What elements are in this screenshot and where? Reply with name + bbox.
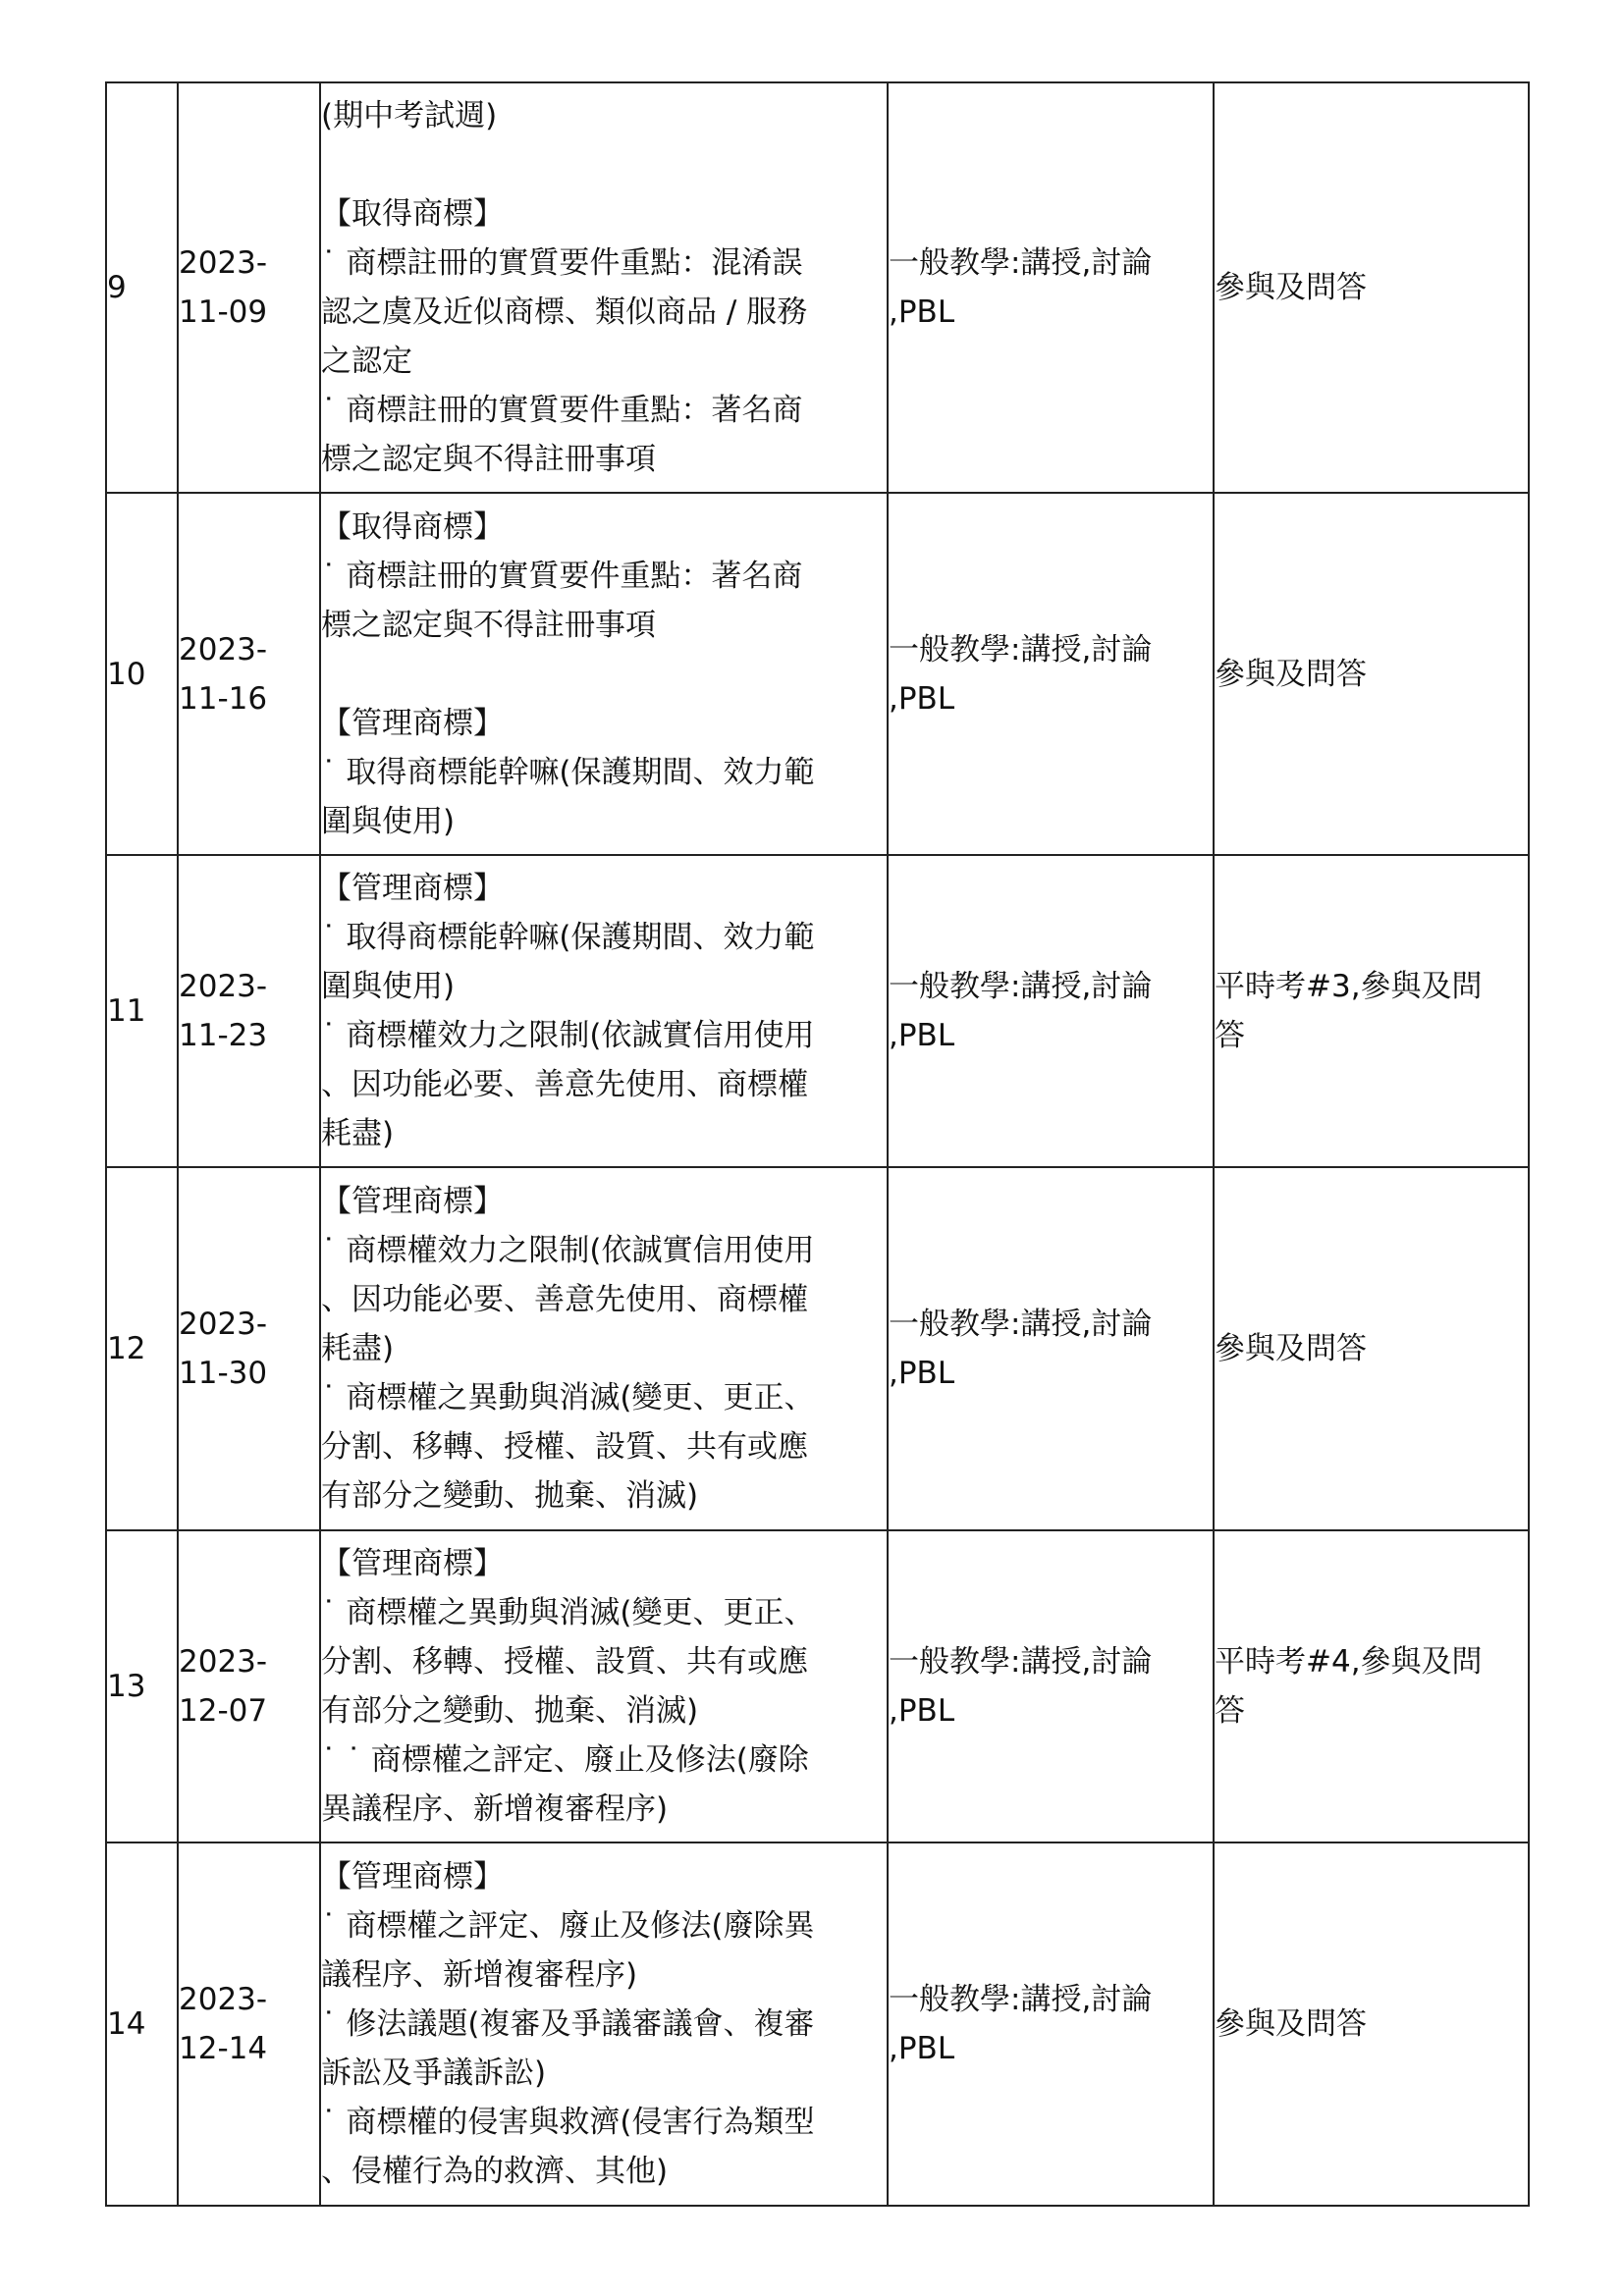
content-line: 標之認定與不得註冊事項 [321, 607, 656, 643]
content-line: 訴訟及爭議訴訟) [321, 2056, 547, 2091]
content-line: ˙ 商標註冊的實質要件重點：著名商 [321, 558, 803, 594]
content-line: 【管理商標】 [321, 1184, 504, 1219]
week-content [320, 493, 888, 855]
evaluation-line: 參與及問答 [1215, 270, 1367, 305]
content-line: 分割、移轉、授權、設質、共有或應 [321, 1644, 808, 1680]
content-line: ˙ 商標權效力之限制(依誠實信用使用 [321, 1233, 815, 1268]
week-content [320, 855, 888, 1167]
evaluation-method [1214, 1842, 1529, 2206]
content-line: 耗盡) [321, 1331, 395, 1366]
evaluation-line: 答 [1215, 1018, 1245, 1053]
content-line: 耗盡) [321, 1116, 395, 1151]
method-line: 一般教學:講授,討論 [889, 245, 1153, 281]
method-line: 一般教學:講授,討論 [889, 1307, 1153, 1342]
content-line: ˙ 商標權的侵害與救濟(侵害行為類型 [321, 2105, 815, 2140]
teaching-method [888, 1842, 1214, 2206]
evaluation-line: 答 [1215, 1693, 1245, 1729]
course-schedule-table [105, 81, 1530, 2207]
schedule-body [106, 82, 1529, 2206]
content-line: 分割、移轉、授權、設質、共有或應 [321, 1429, 808, 1465]
schedule-row [106, 82, 1529, 493]
week-content [320, 1842, 888, 2206]
content-line: 圍與使用) [321, 969, 456, 1004]
teaching-method [888, 855, 1214, 1167]
week-number: 11 [106, 855, 178, 1167]
week-content [320, 82, 888, 493]
evaluation-line: 平時考#3,參與及問 [1215, 969, 1483, 1004]
content-line: 【管理商標】 [321, 1546, 504, 1581]
schedule-row [106, 493, 1529, 855]
method-line: ,PBL [889, 1356, 955, 1391]
content-line: ˙ 取得商標能幹嘛(保護期間、效力範 [321, 920, 815, 955]
method-line: ,PBL [889, 1018, 955, 1053]
evaluation-method [1214, 1167, 1529, 1530]
content-line: ˙ 商標權之異動與消滅(變更、更正、 [321, 1380, 815, 1415]
content-line: ˙ ˙ 商標權之評定、廢止及修法(廢除 [321, 1742, 809, 1778]
method-line: 一般教學:講授,討論 [889, 631, 1153, 667]
date-line: 2023- [179, 969, 268, 1004]
content-line: 、因功能必要、善意先使用、商標權 [321, 1282, 808, 1317]
date-line: 2023- [179, 1307, 268, 1342]
teaching-method [888, 1530, 1214, 1842]
method-line: 一般教學:講授,討論 [889, 1644, 1153, 1680]
content-line: ˙ 取得商標能幹嘛(保護期間、效力範 [321, 754, 815, 790]
week-date [178, 82, 320, 493]
date-line: 2023- [179, 1982, 268, 2017]
method-line: ,PBL [889, 294, 955, 330]
week-date [178, 855, 320, 1167]
date-line: 11-30 [179, 1356, 268, 1391]
date-line: 2023- [179, 245, 268, 281]
content-line: 有部分之變動、拋棄、消滅) [321, 1693, 699, 1729]
content-line [321, 140, 887, 189]
schedule-row [106, 855, 1529, 1167]
date-line: 11-23 [179, 1018, 268, 1053]
method-line: 一般教學:講授,討論 [889, 969, 1153, 1004]
schedule-row [106, 1530, 1529, 1842]
schedule-row [106, 1842, 1529, 2206]
content-line: 【管理商標】 [321, 1859, 504, 1895]
content-line: 標之認定與不得註冊事項 [321, 442, 656, 477]
week-number: 12 [106, 1167, 178, 1530]
evaluation-line: 平時考#4,參與及問 [1215, 1644, 1483, 1680]
evaluation-line: 參與及問答 [1215, 1331, 1367, 1366]
content-line: 【管理商標】 [321, 705, 504, 741]
content-line: ˙ 商標註冊的實質要件重點：著名商 [321, 393, 803, 428]
method-line: ,PBL [889, 680, 955, 717]
method-line: 一般教學:講授,討論 [889, 1982, 1153, 2017]
content-line: 有部分之變動、拋棄、消滅) [321, 1478, 699, 1514]
content-line: (期中考試週) [321, 98, 498, 133]
content-line: 【取得商標】 [321, 196, 504, 232]
week-number: 14 [106, 1842, 178, 2206]
content-line: 認之虞及近似商標、類似商品 / 服務 [321, 294, 808, 330]
date-line: 2023- [179, 1644, 268, 1680]
teaching-method [888, 82, 1214, 493]
evaluation-method [1214, 1530, 1529, 1842]
content-line: 、因功能必要、善意先使用、商標權 [321, 1067, 808, 1102]
content-line: ˙ 商標權之評定、廢止及修法(廢除異 [321, 1908, 815, 1944]
week-number: 9 [106, 82, 178, 493]
week-date [178, 493, 320, 855]
teaching-method [888, 1167, 1214, 1530]
week-date [178, 1842, 320, 2206]
method-line: ,PBL [889, 2031, 955, 2066]
method-line: ,PBL [889, 1693, 955, 1729]
week-number: 10 [106, 493, 178, 855]
evaluation-method [1214, 855, 1529, 1167]
content-line: 異議程序、新增複審程序) [321, 1791, 669, 1827]
date-line: 12-14 [179, 2031, 268, 2066]
content-line: 【管理商標】 [321, 871, 504, 906]
date-line: 2023- [179, 631, 268, 667]
teaching-method [888, 493, 1214, 855]
evaluation-method [1214, 82, 1529, 493]
content-line: ˙ 商標權之異動與消滅(變更、更正、 [321, 1595, 815, 1630]
evaluation-line: 參與及問答 [1215, 2006, 1367, 2042]
content-line: 議程序、新增複審程序) [321, 1957, 638, 1993]
week-number: 13 [106, 1530, 178, 1842]
content-line: ˙ 商標註冊的實質要件重點：混淆誤 [321, 245, 803, 281]
schedule-row [106, 1167, 1529, 1530]
week-date [178, 1167, 320, 1530]
content-line: ˙ 商標權效力之限制(依誠實信用使用 [321, 1018, 815, 1053]
week-content [320, 1167, 888, 1530]
date-line: 12-07 [179, 1693, 268, 1729]
content-line: 之認定 [321, 344, 412, 379]
content-line [321, 650, 887, 699]
evaluation-line: 參與及問答 [1215, 656, 1367, 692]
content-line: ˙ 修法議題(複審及爭議審議會、複審 [321, 2006, 815, 2042]
evaluation-method [1214, 493, 1529, 855]
date-line: 11-09 [179, 294, 268, 330]
week-content [320, 1530, 888, 1842]
content-line: 【取得商標】 [321, 508, 504, 545]
content-line: 圍與使用) [321, 803, 456, 839]
week-date [178, 1530, 320, 1842]
date-line: 11-16 [179, 680, 268, 717]
content-line: 、侵權行為的救濟、其他) [321, 2154, 669, 2189]
